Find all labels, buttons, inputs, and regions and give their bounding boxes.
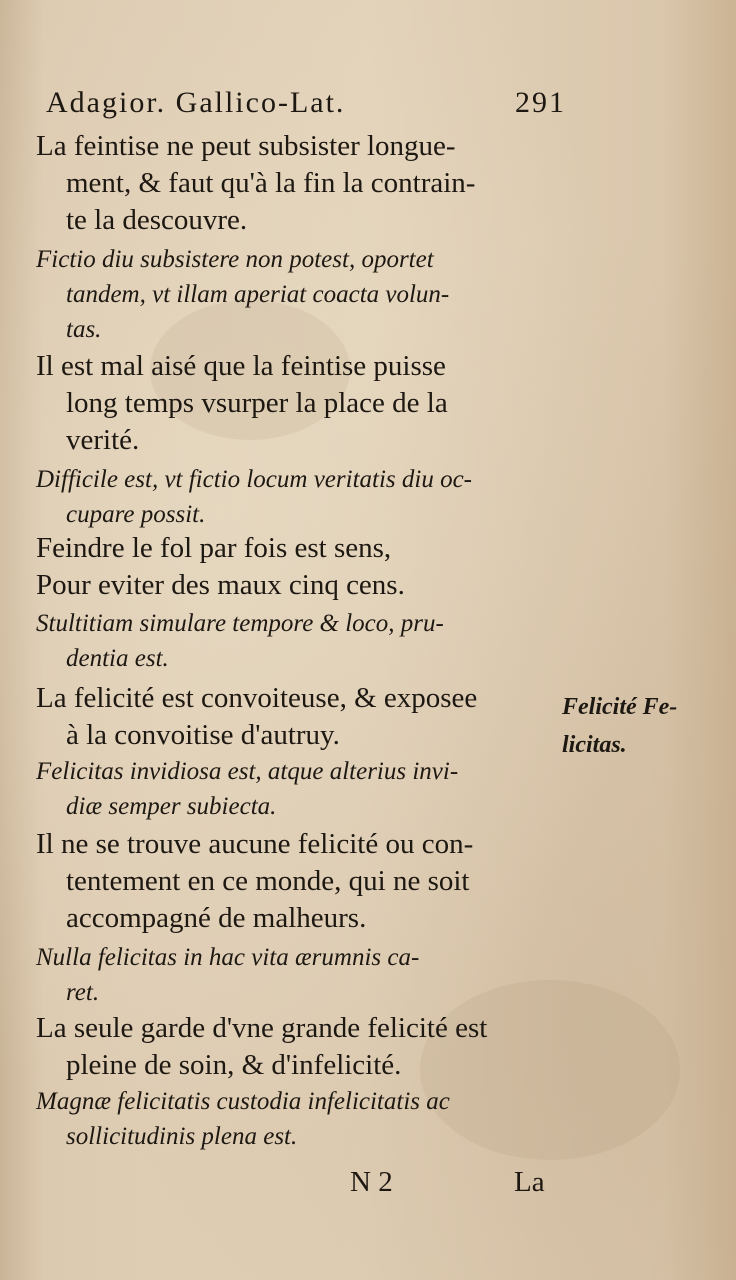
latin-translation	[36, 1084, 556, 1154]
text-line: Nulla felicitas in hac vita ærumnis ca-	[36, 944, 420, 971]
latin-translation	[36, 606, 556, 676]
french-proverb	[36, 128, 556, 239]
text-line: La feintise ne peut subsister longue-	[36, 130, 456, 162]
text-line: tandem, vt illam aperiat coacta volun-	[66, 281, 450, 308]
text-line: verité.	[66, 424, 140, 456]
text-line: diæ semper subiecta.	[66, 793, 277, 820]
text-line: sollicitudinis plena est.	[66, 1123, 298, 1150]
text-line: long temps vsurper la place de la	[66, 387, 448, 419]
running-title: Adagior. Gallico-Lat.	[46, 86, 346, 119]
text-line: Il est mal aisé que la feintise puisse	[36, 350, 446, 382]
text-line: dentia est.	[66, 645, 169, 672]
margin-note	[562, 688, 677, 764]
margin-note-line: Felicité Fe-	[562, 694, 678, 720]
margin-note-line: licitas.	[562, 732, 627, 758]
text-line: Felicitas invidiosa est, atque alterius invi-	[36, 758, 459, 785]
latin-translation	[36, 940, 556, 1010]
text-line: cupare possit.	[66, 501, 206, 528]
french-proverb	[36, 530, 556, 604]
text-line: ment, & faut qu'à la fin la contrain-	[66, 167, 476, 199]
signature-mark: N 2	[350, 1166, 393, 1198]
text-line: Il ne se trouve aucune felicité ou con-	[36, 828, 474, 860]
text-line: Feindre le fol par fois est sens,	[36, 532, 392, 564]
french-proverb	[36, 1010, 556, 1084]
text-line: Magnæ felicitatis custodia infelicitatis ac	[36, 1088, 450, 1115]
catchword: La	[514, 1166, 545, 1198]
text-line: à la convoitise d'autruy.	[66, 719, 340, 751]
text-line: Pour eviter des maux cinq cens.	[36, 569, 405, 601]
french-proverb	[36, 826, 556, 937]
page-number: 291	[515, 86, 566, 119]
latin-translation	[36, 462, 556, 532]
text-line: ret.	[66, 979, 100, 1006]
french-proverb	[36, 680, 556, 754]
text-line: te la descouvre.	[66, 204, 248, 236]
text-line: La felicité est convoiteuse, & exposee	[36, 682, 478, 714]
text-line: tentement en ce monde, qui ne soit	[66, 865, 470, 897]
text-line: accompagné de malheurs.	[66, 902, 367, 934]
text-line: Difficile est, vt fictio locum veritatis diu oc-	[36, 466, 473, 493]
latin-translation	[36, 242, 556, 347]
french-proverb	[36, 348, 556, 459]
running-header	[46, 86, 566, 120]
latin-translation	[36, 754, 556, 824]
text-line: Stultitiam simulare tempore & loco, pru-	[36, 610, 444, 637]
text-line: Fictio diu subsistere non potest, oportet	[36, 246, 434, 273]
text-line: pleine de soin, & d'infelicité.	[66, 1049, 402, 1081]
text-line: La seule garde d'vne grande felicité est	[36, 1012, 488, 1044]
text-line: tas.	[66, 316, 102, 343]
